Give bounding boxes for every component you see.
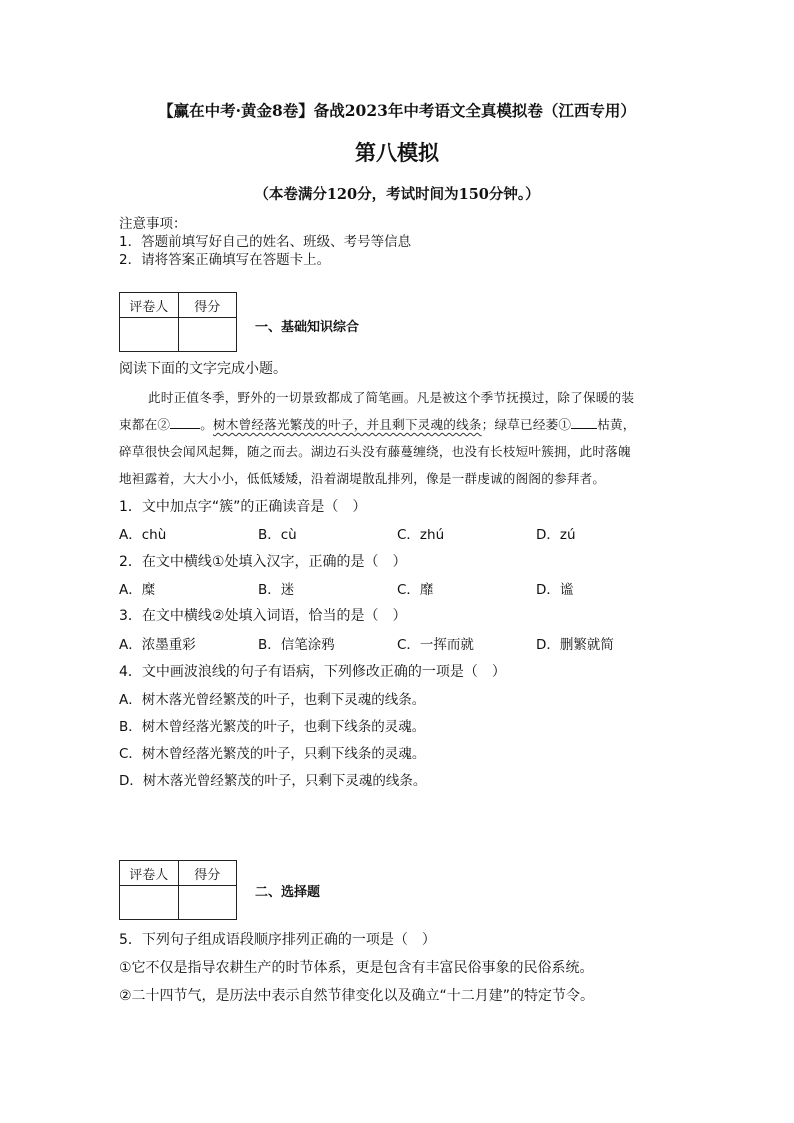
q3-option-a[interactable]: A．浓墨重彩 bbox=[119, 637, 196, 653]
q1-option-c[interactable]: C．zhú bbox=[397, 527, 445, 543]
score-cell[interactable] bbox=[178, 886, 237, 920]
q2-option-b[interactable]: B．迷 bbox=[258, 582, 295, 598]
exam-note: （本卷满分120分，考试时间为150分钟。） bbox=[254, 186, 540, 203]
score-cell[interactable] bbox=[178, 318, 237, 352]
question-4: 4．文中画波浪线的句子有语病，下列修改正确的一项是（ ） bbox=[119, 664, 506, 680]
score-label: 得分 bbox=[178, 861, 237, 886]
passage-line2-c: ；绿草已经萎① bbox=[481, 417, 572, 432]
q5-line-1: ①它不仅是指导农耕生产的时节体系，更是包含有丰富民俗事象的民俗系统。 bbox=[119, 960, 594, 976]
grader-box-2 bbox=[119, 860, 237, 920]
q1-option-b[interactable]: B．cù bbox=[258, 527, 297, 543]
passage-line-1: 此时正值冬季，野外的一切景致都成了简笔画。凡是被这个季节抚摸过，除了保暖的装 bbox=[148, 390, 635, 405]
grader-box-1 bbox=[119, 292, 237, 352]
score-label: 得分 bbox=[178, 293, 237, 318]
reviewer-cell[interactable] bbox=[120, 318, 179, 352]
q4-option-c[interactable]: C．树木曾经落光繁茂的叶子，只剩下线条的灵魂。 bbox=[119, 746, 426, 762]
q4-option-d[interactable]: D．树木落光曾经繁茂的叶子，只剩下灵魂的线条。 bbox=[119, 773, 427, 789]
passage-line-4: 地袒露着，大大小小，低低矮矮，沿着湖堤散乱排列，像是一群虔诚的阁阁的参拜者。 bbox=[119, 471, 606, 486]
blank-2 bbox=[170, 416, 200, 429]
passage-line-3: 碎草很快会闻风起舞，随之而去。湖边石头没有藤蔓缠绕，也没有长枝短叶簇拥，此时落魄 bbox=[119, 444, 631, 459]
note-item-1: 1．答题前填写好自己的姓名、班级、考号等信息 bbox=[119, 234, 412, 250]
reviewer-label: 评卷人 bbox=[120, 861, 179, 886]
question-1: 1．文中加点字“簇”的正确读音是（ ） bbox=[119, 499, 367, 515]
q5-line-2: ②二十四节气，是历法中表示自然节律变化以及确立“十二月建”的特定节令。 bbox=[119, 988, 595, 1004]
passage-line-2 bbox=[119, 414, 636, 433]
q4-option-b[interactable]: B．树木曾经落光繁茂的叶子，也剩下线条的灵魂。 bbox=[119, 719, 426, 735]
question-5: 5．下列句子组成语段顺序排列正确的一项是（ ） bbox=[119, 932, 436, 948]
question-3: 3．在文中横线②处填入词语，恰当的是（ ） bbox=[119, 608, 407, 624]
series-title: 【赢在中考·黄金8卷】备战2023年中考语文全真模拟卷（江西专用） bbox=[158, 101, 636, 120]
q2-option-d[interactable]: D．谧 bbox=[536, 582, 574, 598]
passage-line2-b: 。 bbox=[200, 417, 213, 432]
reviewer-label: 评卷人 bbox=[120, 293, 179, 318]
q3-option-c[interactable]: C．一挥而就 bbox=[397, 637, 474, 653]
notes-heading: 注意事项： bbox=[119, 216, 187, 232]
reviewer-cell[interactable] bbox=[120, 886, 179, 920]
passage-line2-a: 束都在② bbox=[119, 417, 171, 432]
exam-title: 第八模拟 bbox=[355, 140, 439, 165]
q3-option-b[interactable]: B．信笔涂鸦 bbox=[258, 637, 335, 653]
question-2: 2．在文中横线①处填入汉字，正确的是（ ） bbox=[119, 554, 407, 570]
passage-line2-d: 枯黄， bbox=[597, 417, 636, 432]
section2-title: 二、选择题 bbox=[255, 885, 321, 900]
q1-option-d[interactable]: D．zú bbox=[536, 527, 576, 543]
passage-intro: 阅读下面的文字完成小题。 bbox=[119, 361, 287, 377]
q1-option-a[interactable]: A．chù bbox=[119, 527, 167, 543]
q2-option-a[interactable]: A．糜 bbox=[119, 582, 156, 598]
blank-1 bbox=[571, 416, 597, 429]
q3-option-d[interactable]: D．删繁就简 bbox=[536, 637, 614, 653]
wavy-sentence: 树木曾经落光繁茂的叶子，并且剩下灵魂的线条 bbox=[212, 417, 482, 432]
note-item-2: 2．请将答案正确填写在答题卡上。 bbox=[119, 252, 331, 268]
q4-option-a[interactable]: A．树木落光曾经繁茂的叶子，也剩下灵魂的线条。 bbox=[119, 692, 426, 708]
section1-title: 一、基础知识综合 bbox=[255, 320, 360, 335]
q2-option-c[interactable]: C．靡 bbox=[397, 582, 434, 598]
